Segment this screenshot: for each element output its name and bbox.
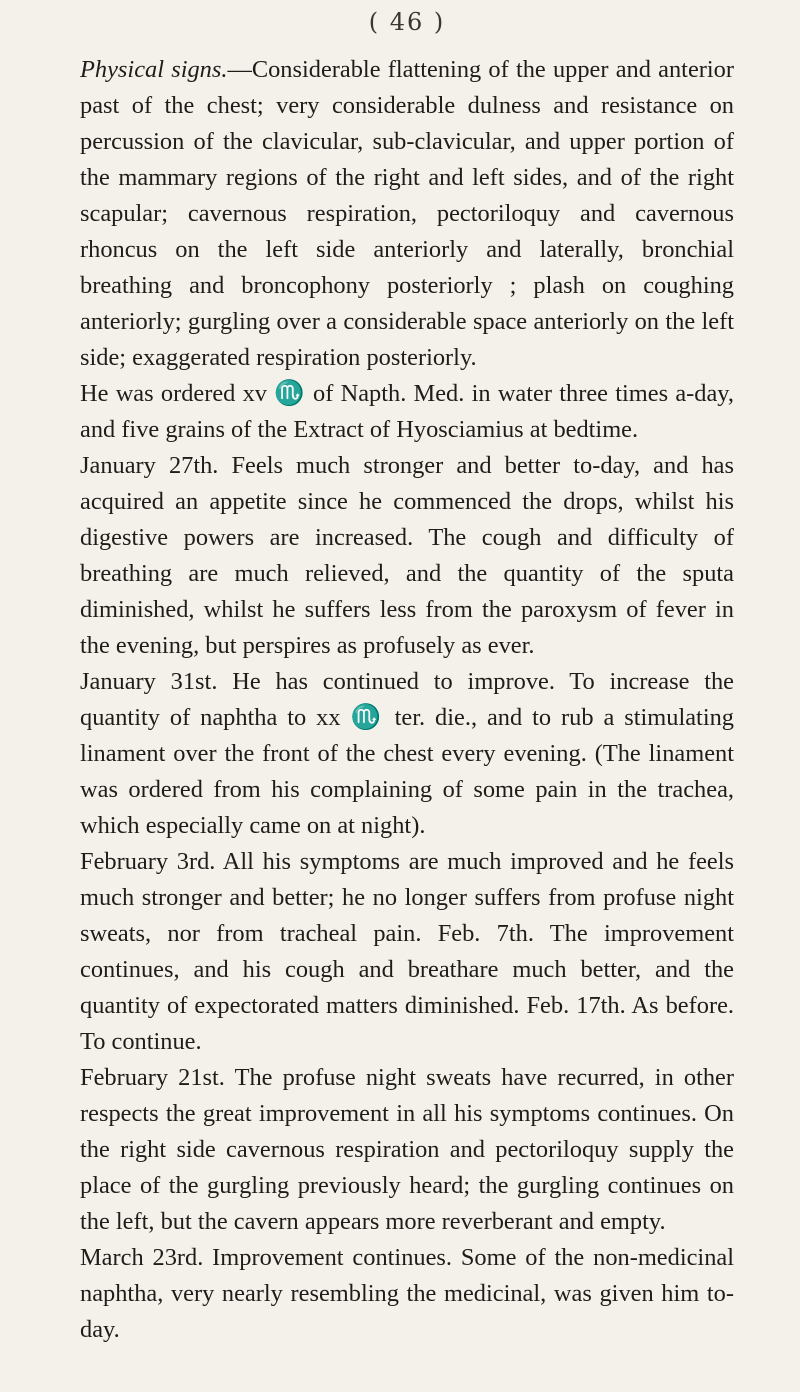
paragraph-physical-signs — [80, 52, 734, 376]
paragraph-text: February 21st. The profuse night sweats have recurred, in other respects the great improvement in all his symptoms continues. On the right side cavernous respiration and pectoriloquy supply the place of the gurgling previously heard; the gurgling continues on the left, but the cavern appears more reverberant and empty. — [80, 1064, 734, 1235]
document-page — [80, 0, 734, 1392]
paragraph-prescription — [80, 376, 734, 448]
paragraph-february-3 — [80, 844, 734, 1060]
paragraph-text: January 31st. He has continued to improve. To increase the quantity of naphtha to xx ♏ ter. die., and to rub a stimulating linament over the front of the chest every evening. (The linament was ordered from his complaining of some pain in the trachea, which especially came on at night). — [80, 668, 734, 839]
paragraph-text: February 3rd. All his symptoms are much improved and he feels much stronger and better; he no longer suffers from profuse night sweats, nor from tracheal pain. Feb. 7th. The improvement continues, and his cough and breathare much better, and the quantity of expectorated matters diminished. Feb. 17th. As before. To continue. — [80, 848, 734, 1055]
paragraph-january-27 — [80, 448, 734, 664]
page-number: ( 46 ) — [368, 8, 446, 36]
paragraph-march-23 — [80, 1240, 734, 1348]
body-text — [80, 52, 734, 1348]
paragraph-text: January 27th. Feels much stronger and better to-day, and has acquired an appetite since he commenced the drops, whilst his digestive powers are increased. The cough and difficulty of breathing are much relieved, and the quantity of the sputa diminished, whilst he suffers less from the paroxysm of fever in the evening, but perspires as profusely as ever. — [80, 452, 734, 659]
paragraph-text: —Considerable flattening of the upper and anterior past of the chest; very considerable dulness and resistance on percussion of the clavicular, sub-clavicular, and upper portion of the mammary regions of the right and left sides, and of the right scapular; cavernous respiration, pectoriloquy and cavernous rhoncus on the left side anteriorly and laterally, bronchial breathing and broncophony posteriorly ; plash on coughing anteriorly; gurgling over a considerable space anteriorly on the left side; exaggerated respiration posteriorly. — [80, 56, 734, 371]
paragraph-february-21 — [80, 1060, 734, 1240]
paragraph-january-31 — [80, 664, 734, 844]
paragraph-text: March 23rd. Improvement continues. Some of the non-medicinal naphtha, very nearly resembling the medicinal, was given him to-day. — [80, 1244, 734, 1343]
paragraph-text: He was ordered xv ♏ of Napth. Med. in water three times a-day, and five grains of the Extract of Hyosciamius at bedtime. — [80, 380, 734, 443]
section-lead: Physical signs. — [80, 56, 228, 83]
